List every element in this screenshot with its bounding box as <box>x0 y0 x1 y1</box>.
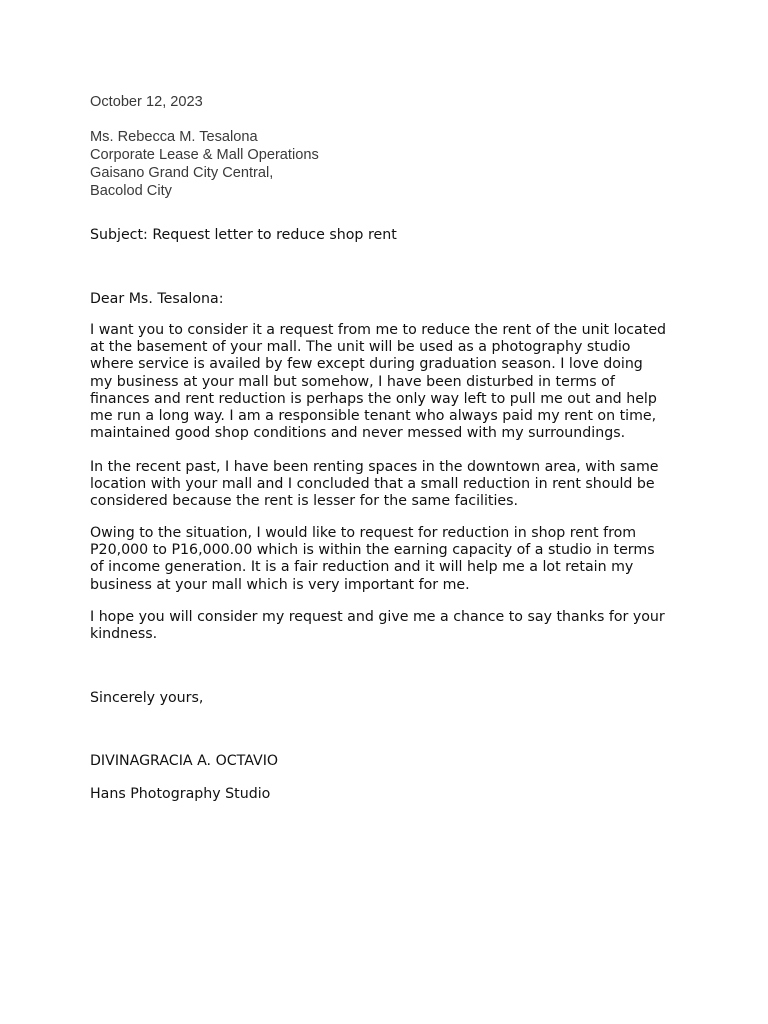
paragraph-line: I want you to consider it a request from me to reduce the rent of the unit located <box>90 322 667 338</box>
recipient-city: Bacolod City <box>90 183 172 199</box>
paragraph-line: location with your mall and I concluded that a small reduction in rent should be <box>90 476 655 493</box>
paragraph-line: business at your mall which is very important for me. <box>90 576 470 593</box>
paragraph-line: at the basement of your mall. The unit will be used as a photography studio <box>90 339 631 356</box>
paragraph-line: where service is availed by few except during graduation season. I love doing <box>90 356 643 373</box>
paragraph-line: Owing to the situation, I would like to request for reduction in shop rent from <box>90 525 637 541</box>
body-paragraph-3 <box>90 525 690 594</box>
closing: Sincerely yours, <box>90 690 204 706</box>
signatory-name: DIVINAGRACIA A. OCTAVIO <box>90 753 279 769</box>
paragraph-line: In the recent past, I have been renting spaces in the downtown area, with same <box>90 459 659 475</box>
letter-date: October 12, 2023 <box>90 94 203 110</box>
paragraph-line: considered because the rent is lesser for the same facilities. <box>90 493 519 510</box>
paragraph-line: me run a long way. I am a responsible tenant who always paid my rent on time, <box>90 408 657 425</box>
recipient-address <box>90 128 690 200</box>
paragraph-line: of income generation. It is a fair reduction and it will help me a lot retain my <box>90 559 634 576</box>
paragraph-line: my business at your mall but somehow, I have been disturbed in terms of <box>90 373 615 390</box>
letter-subject: Subject: Request letter to reduce shop rent <box>90 227 397 243</box>
recipient-company: Gaisano Grand City Central, <box>90 165 274 181</box>
paragraph-line: I hope you will consider my request and give me a chance to say thanks for your <box>90 609 665 625</box>
business-name: Hans Photography Studio <box>90 786 271 802</box>
paragraph-line: P20,000 to P16,000.00 which is within the earning capacity of a studio in terms <box>90 542 655 559</box>
body-paragraph-1 <box>90 322 690 442</box>
body-paragraph-2 <box>90 459 690 511</box>
body-paragraph-4 <box>90 609 690 643</box>
paragraph-line: finances and rent reduction is perhaps the only way left to pull me out and help <box>90 390 657 407</box>
recipient-name: Ms. Rebecca M. Tesalona <box>90 129 258 145</box>
paragraph-line: kindness. <box>90 626 158 643</box>
paragraph-line: maintained good shop conditions and never messed with my surroundings. <box>90 425 626 442</box>
salutation: Dear Ms. Tesalona: <box>90 291 224 307</box>
recipient-title: Corporate Lease & Mall Operations <box>90 147 319 163</box>
